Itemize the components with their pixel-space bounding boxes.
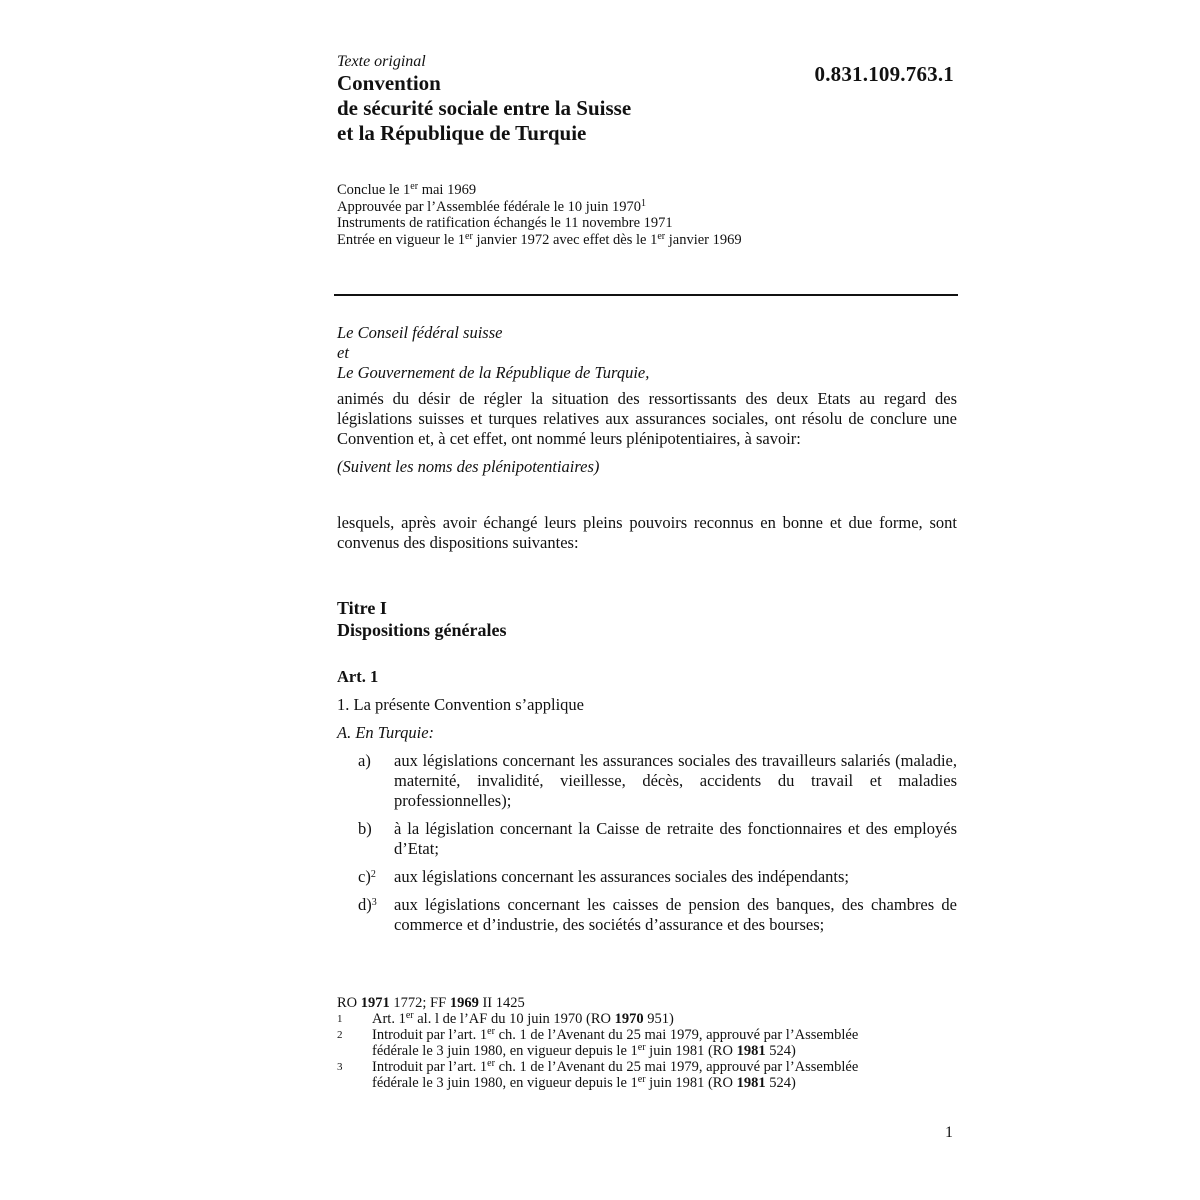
section-title-line-1: Titre I — [337, 598, 387, 618]
footnote-text: Introduit par l’art. 1er ch. 1 de l’Avenant du 25 mai 1979, approuvé par l’Assemblée fédérale le 3 juin 1980, en vigueur depuis le 1er juin 1981 (RO 1981 524) — [372, 1026, 859, 1059]
source-reference: RO 1971 1772; FF 1969 II 1425 — [337, 995, 525, 1011]
title-line-3: et la République de Turquie — [337, 121, 587, 145]
list-item — [337, 819, 957, 859]
list-item-label: a) — [358, 751, 371, 770]
agreement-paragraph: lesquels, après avoir échangé leurs pleins pouvoirs reconnus en bonne et due forme, sont convenus des dispositions suivantes: — [337, 513, 957, 552]
list-item-text: aux législations concernant les assurances sociales des travailleurs salariés (maladie, maternité, invalidité, vieillesse, décès, accidents du travail et maladies professionnelles); — [394, 751, 957, 810]
list-item — [337, 867, 957, 887]
list-item-text: aux législations concernant les assurances sociales des indépendants; — [394, 867, 849, 886]
footnote-ref-1[interactable]: 1 — [641, 197, 646, 209]
footnote-text: Art. 1er al. l de l’AF du 10 juin 1970 (RO 1970 951) — [372, 1010, 674, 1027]
list-item-label: b) — [358, 819, 372, 838]
title-line-1: Convention — [337, 71, 441, 95]
article-1 — [337, 667, 957, 943]
document-meta — [337, 182, 937, 248]
entry-into-force-line: Entrée en vigueur le 1er janvier 1972 avec effet dès le 1er janvier 1969 — [337, 230, 742, 248]
approved-line: Approuvée par l’Assemblée fédérale le 10 juin 1970$^1$ — [337, 197, 646, 215]
page-number: 1 — [945, 1124, 953, 1141]
section-a-label: A. En Turquie: — [337, 723, 435, 742]
list-item-text: aux législations concernant les caisses de pension des banques, des chambres de commerce et d’industrie, des sociétés d’assurance et des bourses; — [394, 895, 957, 934]
header-divider — [334, 294, 958, 296]
section-title — [337, 597, 957, 641]
footnote-ref-3[interactable]: 3 — [371, 897, 377, 908]
list-item — [337, 751, 957, 811]
document-number: 0.831.109.763.1 — [814, 62, 954, 86]
concluded-line: Conclue le 1er mai 1969 — [337, 181, 477, 198]
title-line-2: de sécurité sociale entre la Suisse — [337, 96, 632, 120]
party-1: Le Conseil fédéral suisse — [337, 323, 503, 342]
list-item-text: à la législation concernant la Caisse de retraite des fonctionnaires et des employés d’Etat; — [394, 819, 957, 858]
article-heading: Art. 1 — [337, 667, 379, 686]
list-item-label: d)$^3$ — [358, 895, 377, 914]
party-conjunction: et — [337, 343, 349, 362]
footnote-ref-2[interactable]: 2 — [370, 869, 376, 880]
original-text-label: Texte original — [337, 53, 426, 70]
list-item-label: c)$^2$ — [358, 867, 376, 886]
footnote-number: 2 — [337, 1029, 343, 1041]
footnote — [337, 1011, 937, 1027]
list-item — [337, 895, 957, 935]
ratification-line: Instruments de ratification échangés le 11 novembre 1971 — [337, 215, 673, 231]
document-title — [337, 71, 757, 146]
plenipotentiaries-note: (Suivent les noms des plénipotentiaires) — [337, 457, 600, 476]
article-list — [337, 751, 957, 935]
footnote — [337, 1027, 937, 1059]
party-2: Le Gouvernement de la République de Turquie, — [337, 363, 650, 382]
footnote-text: Introduit par l’art. 1er ch. 1 de l’Avenant du 25 mai 1979, approuvé par l’Assemblée fédérale le 3 juin 1980, en vigueur depuis le 1er juin 1981 (RO 1981 524) — [372, 1058, 859, 1091]
footnote-number: 1 — [337, 1013, 343, 1025]
preamble — [337, 323, 957, 477]
section-title-line-2: Dispositions générales — [337, 620, 507, 640]
footnote — [337, 1059, 937, 1091]
preamble-intro: animés du désir de régler la situation des ressortissants des deux Etats au regard des législations suisses et turques relatives aux assurances sociales, ont résolu de conclure une Convention et, à cet effet, ont nommé leurs plénipotentiaires, à savoir: — [337, 389, 957, 448]
footnotes — [337, 995, 937, 1091]
document-header — [337, 52, 757, 146]
footnote-number: 3 — [337, 1061, 343, 1073]
article-paragraph-1: 1. La présente Convention s’applique — [337, 695, 584, 714]
